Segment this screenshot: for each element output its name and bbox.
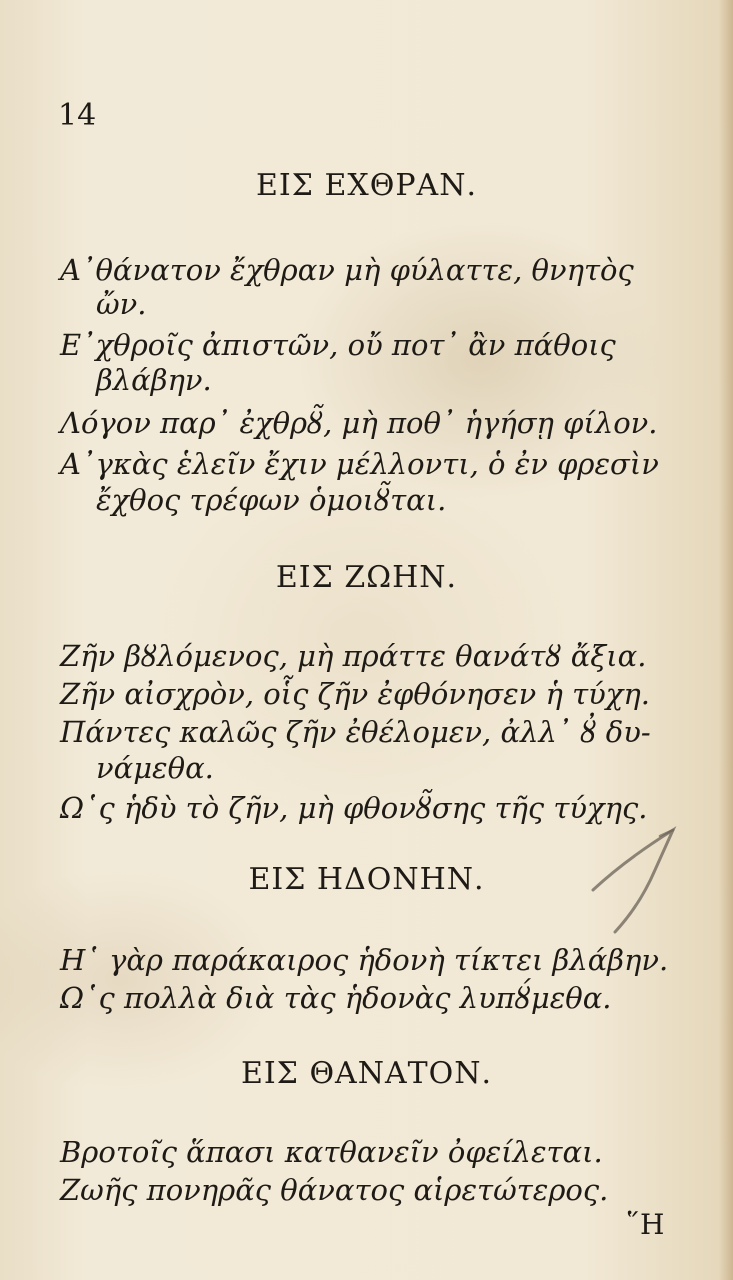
section-heading-life: ΕΙΣ ΖΩΗΝ.: [275, 560, 458, 595]
section-heading-death: ΕΙΣ ΘΑΝΑΤΟΝ.: [240, 1056, 493, 1091]
text-line: Α᾿θάνατον ἔχθραν μὴ φύλαττε, θνητὸς: [60, 253, 634, 287]
text-line: ἔχθος τρέφων ὁμοιȣ̃ται.: [96, 483, 447, 517]
section-heading-enmity: ΕΙΣ ΕΧΘΡΑΝ.: [256, 168, 477, 203]
text-line: βλάβην.: [96, 363, 212, 397]
text-line: Ζῆν αἰσχρὸν, οἷς ζῆν ἐφθόνησεν ἡ τύχη.: [60, 677, 650, 711]
text-line: Ω῾ς ἡδὺ τὸ ζῆν, μὴ φθονȣ̃σης τῆς τύχης.: [60, 791, 648, 825]
pencil-mark: [585, 820, 685, 940]
text-line: Ω῾ς πολλὰ διὰ τὰς ἡδονὰς λυπȣ́μεθα.: [60, 981, 612, 1015]
text-line: Πάντες καλῶς ζῆν ἐθέλομεν, ἀλλ᾿ ȣ̓ δυ-: [60, 715, 651, 749]
text-line: Α᾿γκὰς ἑλεῖν ἔχιν μέλλοντι, ὁ ἐν φρεσὶν: [60, 447, 659, 481]
section-heading-pleasure: ΕΙΣ ΗΔΟΝΗΝ.: [248, 862, 485, 897]
text-line: Λόγον παρ᾿ ἐχθρȣ̃, μὴ ποθ᾿ ἡγήσῃ φίλον.: [60, 406, 658, 440]
text-line: Βροτοῖς ἅπασι κατθανεῖν ὀφείλεται.: [60, 1135, 603, 1169]
text-line: Η῾ γὰρ παράκαιρος ἡδονὴ τίκτει βλάβην.: [60, 943, 669, 977]
text-line: Ε᾿χθροῖς ἀπιστῶν, οὔ ποτ᾿ ἂν πάθοις: [60, 328, 616, 362]
page-number: 14: [58, 98, 97, 133]
text-line: Ζῆν βȣλόμενος, μὴ πράττε θανάτȣ ἄξια.: [60, 639, 647, 673]
text-line: νάμεθα.: [96, 751, 214, 785]
catchword: ῞Η: [626, 1208, 665, 1241]
text-line: Ζωῆς πονηρᾶς θάνατος αἱρετώτερος.: [60, 1173, 609, 1207]
text-line: ὤν.: [96, 287, 147, 321]
